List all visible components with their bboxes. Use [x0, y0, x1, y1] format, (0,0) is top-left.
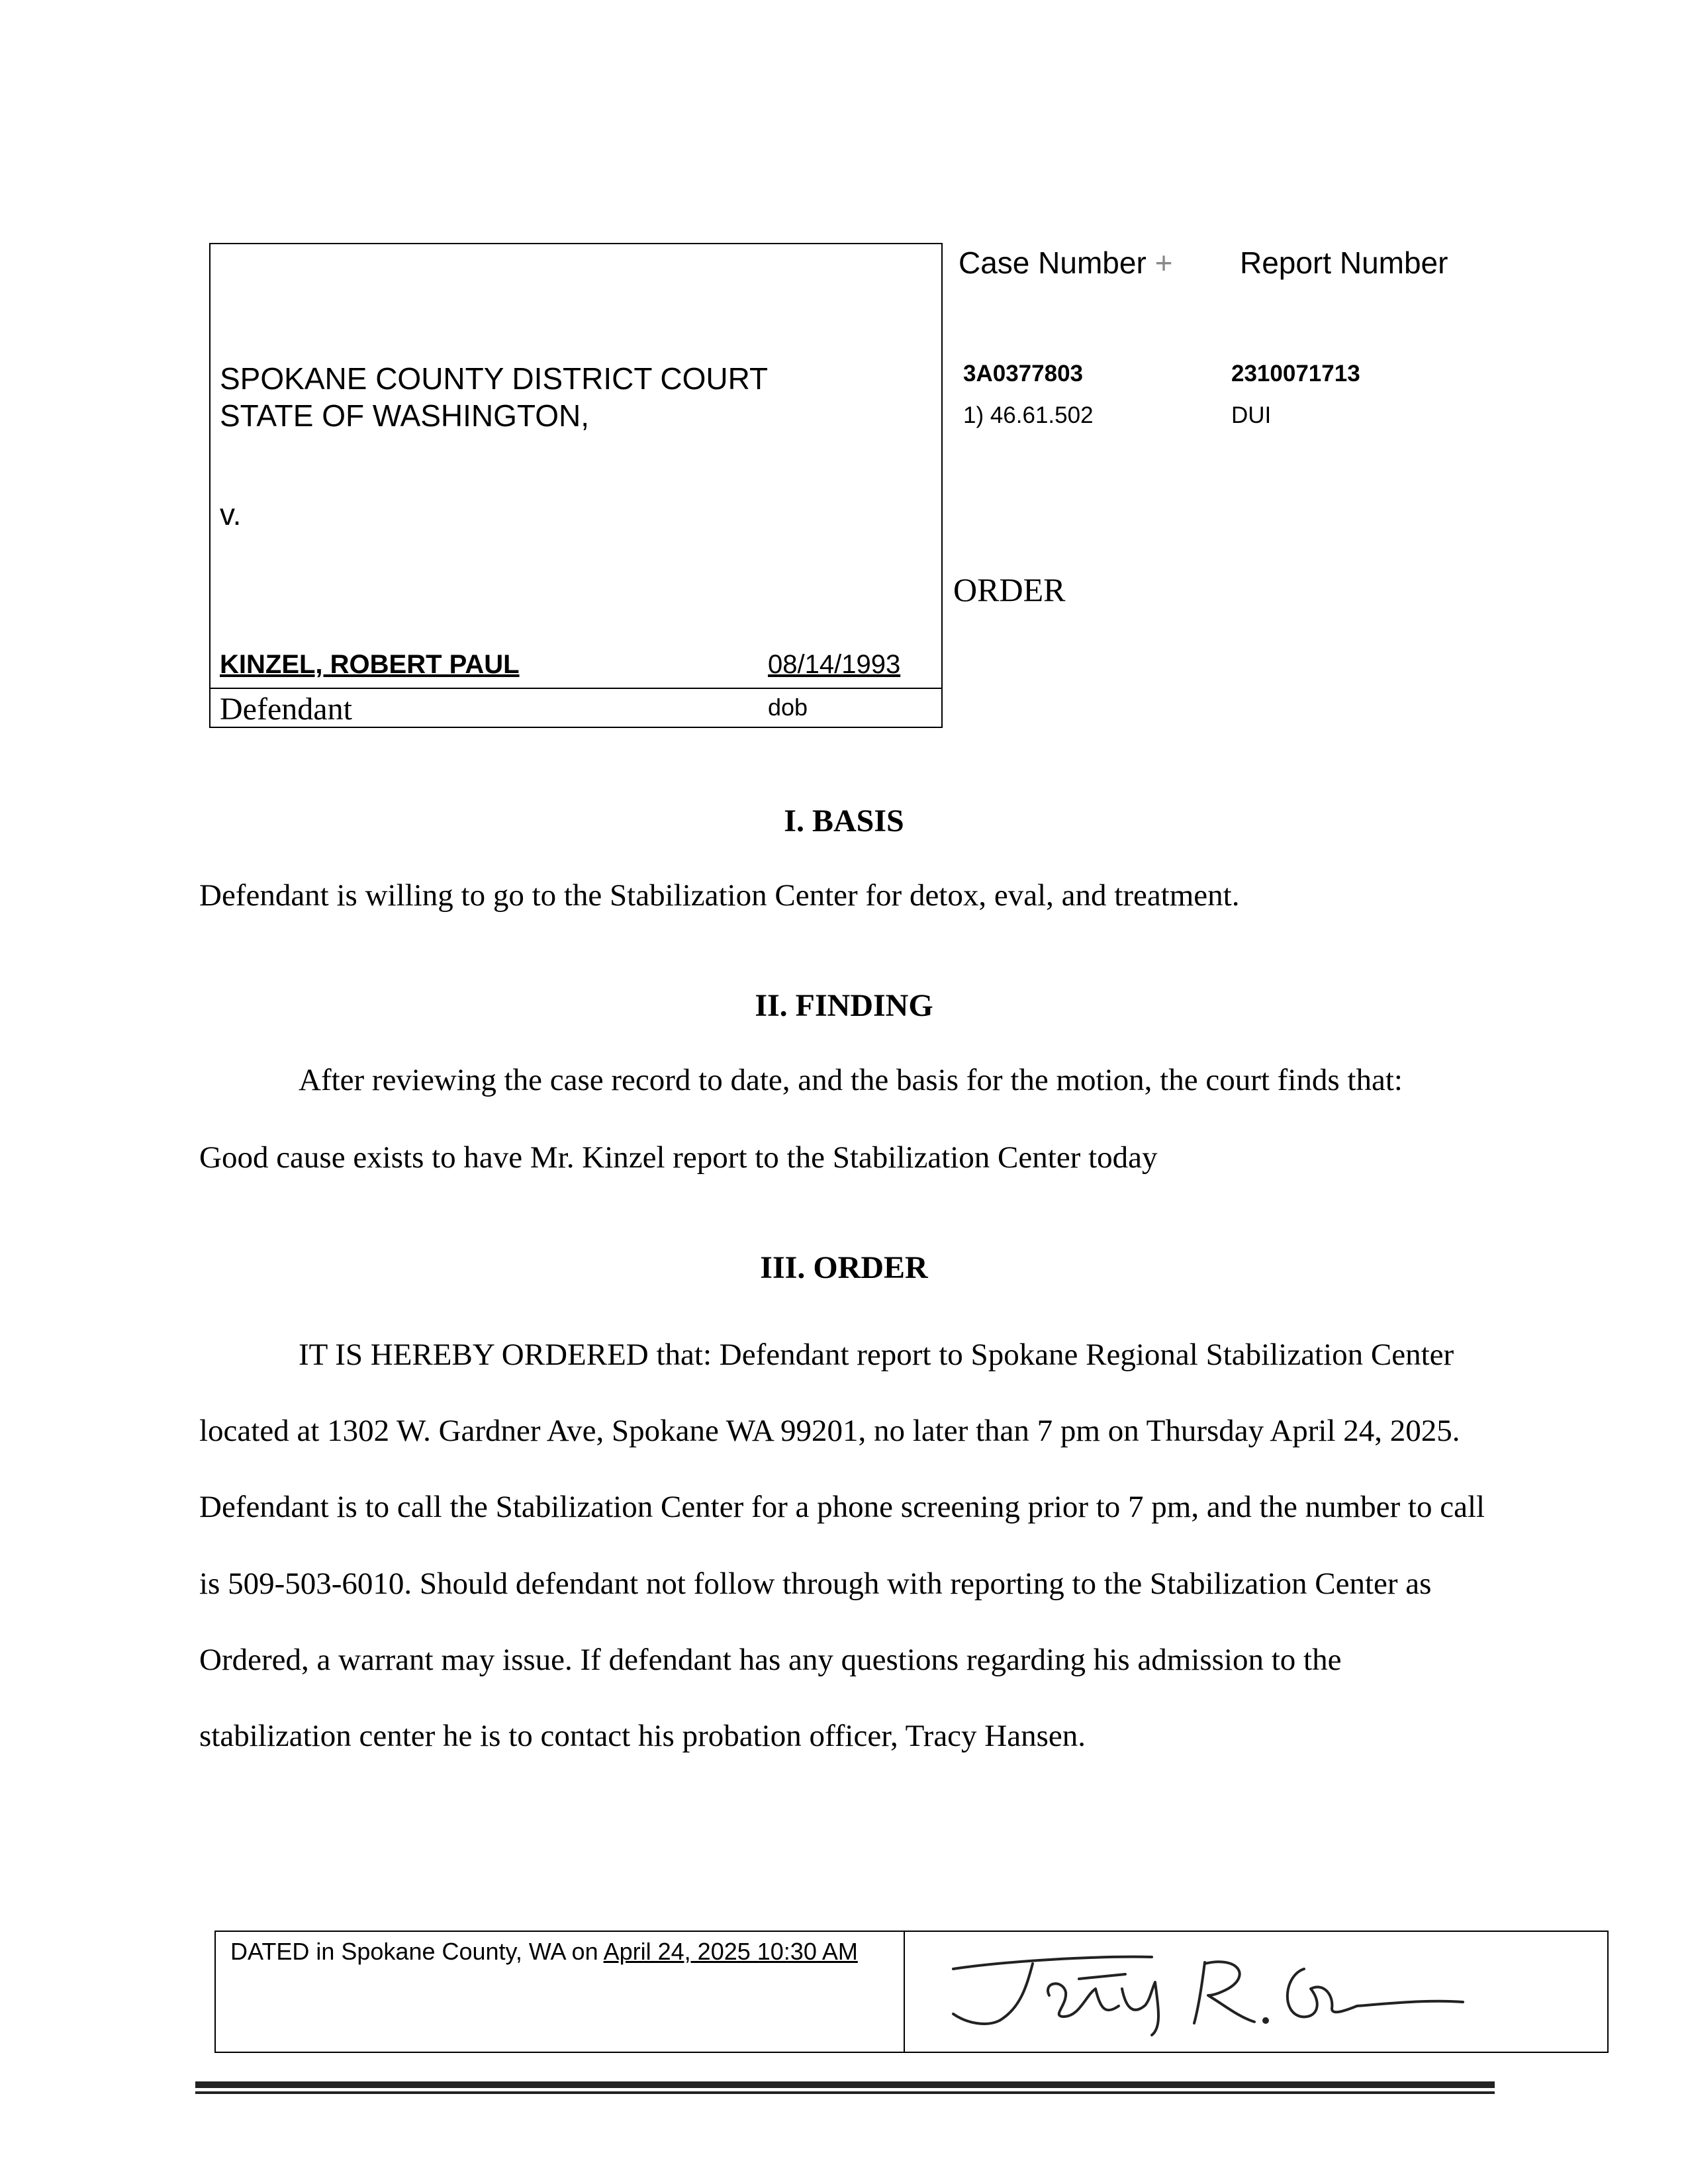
- finding-text-intro: After reviewing the case record to date, and the basis for the motion, the court finds that:: [299, 1063, 1403, 1097]
- report-number: 2310071713: [1231, 361, 1360, 387]
- court-name: SPOKANE COUNTY DISTRICT COURT: [220, 361, 769, 396]
- basis-heading: I. BASIS: [784, 803, 904, 839]
- finding-text: Good cause exists to have Mr. Kinzel report to the Stabilization Center today: [199, 1140, 1158, 1175]
- plus-icon: +: [1154, 246, 1173, 280]
- order-text: IT IS HEREBY ORDERED that: Defendant report to Spokane Regional Stabilization Center located at 1302 W. Gardner Ave, Spokane WA 99201, no later than 7 pm on Thursday April 24, 2025. Defendant is to call the Stabilization Center for a phone screening prior to 7 pm, and the number to call is 509-503-6010. Should defendant not follow through with reporting to the Stabilization Center as Ordered, a warrant may issue. If defendant has any questions regarding his admission to the stabilization center he is to contact his probation officer, Tracy Hansen.: [199, 1338, 1485, 1754]
- charge-code: 1) 46.61.502: [963, 402, 1094, 428]
- versus-label: v.: [220, 497, 242, 531]
- caption-divider: [209, 688, 943, 689]
- judge-signature: [927, 1942, 1470, 2042]
- dated-line: [230, 1936, 892, 1968]
- basis-text: Defendant is willing to go to the Stabilization Center for detox, eval, and treatment.: [199, 878, 1240, 913]
- case-number-label: Case Number: [959, 246, 1147, 280]
- report-number-header: Report Number: [1240, 246, 1448, 280]
- case-number-header: [959, 245, 1172, 281]
- defendant-name: KINZEL, ROBERT PAUL: [220, 650, 520, 679]
- charge-description: DUI: [1231, 402, 1272, 428]
- bottom-rule-thin: [195, 2091, 1495, 2094]
- order-paragraph: [199, 1317, 1497, 1774]
- dob-value: 08/14/1993: [768, 650, 901, 679]
- state-name: STATE OF WASHINGTON,: [220, 398, 589, 433]
- signature-table-divider: [904, 1931, 905, 2053]
- finding-heading: II. FINDING: [755, 988, 933, 1023]
- order-heading: III. ORDER: [760, 1250, 928, 1285]
- dated-prefix: DATED in Spokane County, WA on: [230, 1938, 604, 1965]
- case-number: 3A0377803: [963, 361, 1083, 387]
- document-title: ORDER: [953, 571, 1066, 608]
- bottom-rule: [195, 2081, 1495, 2088]
- defendant-label: Defendant: [220, 692, 352, 727]
- dob-label: dob: [768, 694, 808, 721]
- dated-date: April 24, 2025 10:30 AM: [603, 1938, 858, 1965]
